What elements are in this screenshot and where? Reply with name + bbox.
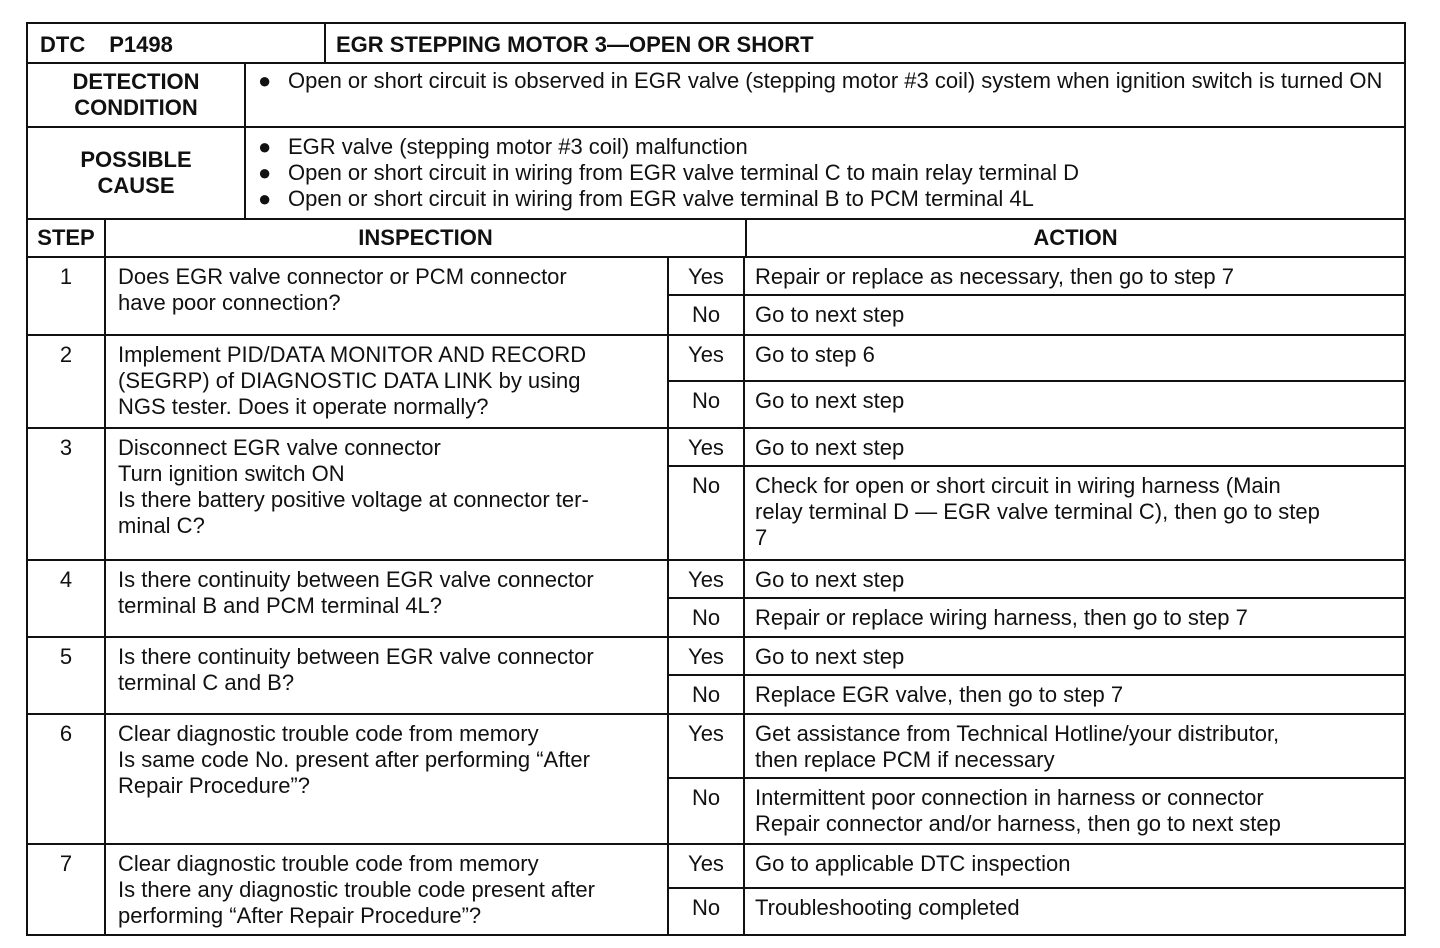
dtc-code: P1498 xyxy=(109,32,173,57)
column-header-row xyxy=(28,220,1404,258)
inspection-line: terminal B and PCM terminal 4L? xyxy=(118,593,443,618)
answer-row xyxy=(669,715,1404,779)
inspection-line: terminal C and B? xyxy=(118,670,295,695)
step-row xyxy=(28,336,1404,429)
inspection-line: have poor connection? xyxy=(118,290,341,315)
inspection-line: Turn ignition switch ON xyxy=(118,461,345,486)
action-line: Repair connector and/or harness, then go to next step xyxy=(755,811,1281,836)
action-text xyxy=(745,676,1404,713)
dtc-troubleshooting-table xyxy=(26,22,1406,936)
possible-cause-label xyxy=(28,128,246,218)
action-text xyxy=(745,845,1404,887)
answer-row xyxy=(669,382,1404,427)
action-line: relay terminal D — EGR valve terminal C), then go to step xyxy=(755,499,1320,524)
inspection-line: Is there continuity between EGR valve connector xyxy=(118,644,594,669)
action-line: Replace EGR valve, then go to step 7 xyxy=(755,682,1124,707)
answer-label: No xyxy=(669,382,745,427)
action-line: Go to step 6 xyxy=(755,342,875,367)
inspection-text xyxy=(106,258,669,334)
answer-label: Yes xyxy=(669,638,745,674)
possible-cause-label-line1: POSSIBLE xyxy=(80,147,192,172)
action-line: Check for open or short circuit in wiring harness (Main xyxy=(755,473,1281,498)
inspection-text xyxy=(106,715,669,843)
step-number: 3 xyxy=(28,429,106,559)
answer-group xyxy=(669,715,1404,843)
column-header-action: ACTION xyxy=(1033,225,1118,250)
inspection-line: Is same code No. present after performing “After xyxy=(118,747,590,772)
action-line: Go to next step xyxy=(755,567,905,592)
action-line: Repair or replace as necessary, then go to step 7 xyxy=(755,264,1234,289)
step-row xyxy=(28,429,1404,561)
answer-label: Yes xyxy=(669,258,745,294)
answer-label: No xyxy=(669,467,745,559)
bullet-icon: ● xyxy=(258,160,272,185)
inspection-line: Is there any diagnostic trouble code present after xyxy=(118,877,595,902)
inspection-text xyxy=(106,429,669,559)
step-row xyxy=(28,845,1404,934)
inspection-text xyxy=(106,336,669,427)
action-text xyxy=(745,715,1404,777)
answer-row xyxy=(669,561,1404,599)
detection-condition-row xyxy=(28,64,1404,128)
step-number: 4 xyxy=(28,561,106,636)
possible-cause-list xyxy=(246,128,1404,218)
inspection-line: Clear diagnostic trouble code from memory xyxy=(118,851,539,876)
list-item xyxy=(258,160,1394,186)
cause-item-text: Open or short circuit in wiring from EGR valve terminal B to PCM terminal 4L xyxy=(288,186,1034,211)
inspection-text xyxy=(106,561,669,636)
inspection-text xyxy=(106,845,669,934)
action-line: Go to next step xyxy=(755,435,905,460)
action-line: Go to next step xyxy=(755,302,905,327)
inspection-line: Is there battery positive voltage at connector ter- xyxy=(118,487,589,512)
action-line: then replace PCM if necessary xyxy=(755,747,1055,772)
column-header-inspection: INSPECTION xyxy=(106,220,747,256)
answer-label: No xyxy=(669,296,745,334)
inspection-line: Clear diagnostic trouble code from memory xyxy=(118,721,539,746)
answer-label: Yes xyxy=(669,429,745,465)
answer-label: Yes xyxy=(669,336,745,380)
inspection-line: Is there continuity between EGR valve connector xyxy=(118,567,594,592)
answer-group xyxy=(669,429,1404,559)
list-item xyxy=(258,134,1394,160)
answer-row xyxy=(669,258,1404,296)
answer-row xyxy=(669,336,1404,382)
inspection-line: (SEGRP) of DIAGNOSTIC DATA LINK by using xyxy=(118,368,581,393)
action-text xyxy=(745,296,1404,334)
detection-condition-label xyxy=(28,64,246,126)
step-row xyxy=(28,561,1404,638)
answer-label: No xyxy=(669,779,745,843)
answer-label: No xyxy=(669,599,745,636)
detection-item-text: Open or short circuit is observed in EGR valve (stepping motor #3 coil) system when ignition switch is turned ON xyxy=(288,68,1383,93)
answer-label: Yes xyxy=(669,845,745,887)
answer-group xyxy=(669,638,1404,713)
action-text xyxy=(745,599,1404,636)
possible-cause-row xyxy=(28,128,1404,220)
action-text xyxy=(745,638,1404,674)
action-line: Go to next step xyxy=(755,644,905,669)
action-text xyxy=(745,779,1404,843)
step-number: 2 xyxy=(28,336,106,427)
action-text xyxy=(745,336,1404,380)
answer-group xyxy=(669,258,1404,334)
action-line: Go to applicable DTC inspection xyxy=(755,851,1071,876)
action-text xyxy=(745,258,1404,294)
action-line: Troubleshooting completed xyxy=(755,895,1020,920)
step-number: 1 xyxy=(28,258,106,334)
inspection-line: performing “After Repair Procedure”? xyxy=(118,903,482,928)
answer-row xyxy=(669,845,1404,889)
dtc-code-cell xyxy=(28,24,326,62)
cause-item-text: Open or short circuit in wiring from EGR valve terminal C to main relay terminal D xyxy=(288,160,1080,185)
answer-group xyxy=(669,336,1404,427)
answer-row xyxy=(669,599,1404,636)
answer-label: No xyxy=(669,889,745,934)
answer-row xyxy=(669,467,1404,559)
list-item xyxy=(258,186,1394,212)
bullet-icon: ● xyxy=(258,134,272,159)
answer-group xyxy=(669,561,1404,636)
step-number: 5 xyxy=(28,638,106,713)
action-text xyxy=(745,382,1404,427)
detection-label-line2: CONDITION xyxy=(74,95,198,120)
action-text xyxy=(745,889,1404,934)
step-number: 7 xyxy=(28,845,106,934)
answer-label: Yes xyxy=(669,561,745,597)
action-line: Intermittent poor connection in harness or connector xyxy=(755,785,1264,810)
dtc-title: EGR STEPPING MOTOR 3—OPEN OR SHORT xyxy=(336,32,814,57)
step-number: 6 xyxy=(28,715,106,843)
possible-cause-label-line2: CAUSE xyxy=(97,173,175,198)
detection-condition-list xyxy=(246,64,1404,126)
detection-label-line1: DETECTION xyxy=(72,69,200,94)
answer-label: No xyxy=(669,676,745,713)
answer-row xyxy=(669,676,1404,713)
bullet-icon: ● xyxy=(258,68,272,93)
step-row xyxy=(28,638,1404,715)
action-text xyxy=(745,429,1404,465)
action-text xyxy=(745,561,1404,597)
answer-row xyxy=(669,889,1404,934)
answer-row xyxy=(669,429,1404,467)
header-row xyxy=(28,24,1404,64)
step-row xyxy=(28,258,1404,336)
answer-row xyxy=(669,779,1404,843)
inspection-text xyxy=(106,638,669,713)
inspection-line: Repair Procedure”? xyxy=(118,773,310,798)
inspection-line: minal C? xyxy=(118,513,205,538)
bullet-icon: ● xyxy=(258,186,272,211)
step-row xyxy=(28,715,1404,845)
action-line: Get assistance from Technical Hotline/your distributor, xyxy=(755,721,1280,746)
inspection-line: NGS tester. Does it operate normally? xyxy=(118,394,489,419)
answer-group xyxy=(669,845,1404,934)
dtc-label: DTC xyxy=(40,32,86,57)
action-line: Repair or replace wiring harness, then go to step 7 xyxy=(755,605,1248,630)
action-line: Go to next step xyxy=(755,388,905,413)
inspection-line: Implement PID/DATA MONITOR AND RECORD xyxy=(118,342,587,367)
list-item xyxy=(258,68,1394,94)
action-line: 7 xyxy=(755,525,768,550)
answer-row xyxy=(669,638,1404,676)
column-header-step: STEP xyxy=(28,220,106,256)
action-text xyxy=(745,467,1404,559)
cause-item-text: EGR valve (stepping motor #3 coil) malfunction xyxy=(288,134,748,159)
answer-label: Yes xyxy=(669,715,745,777)
answer-row xyxy=(669,296,1404,334)
inspection-line: Does EGR valve connector or PCM connector xyxy=(118,264,567,289)
inspection-line: Disconnect EGR valve connector xyxy=(118,435,441,460)
